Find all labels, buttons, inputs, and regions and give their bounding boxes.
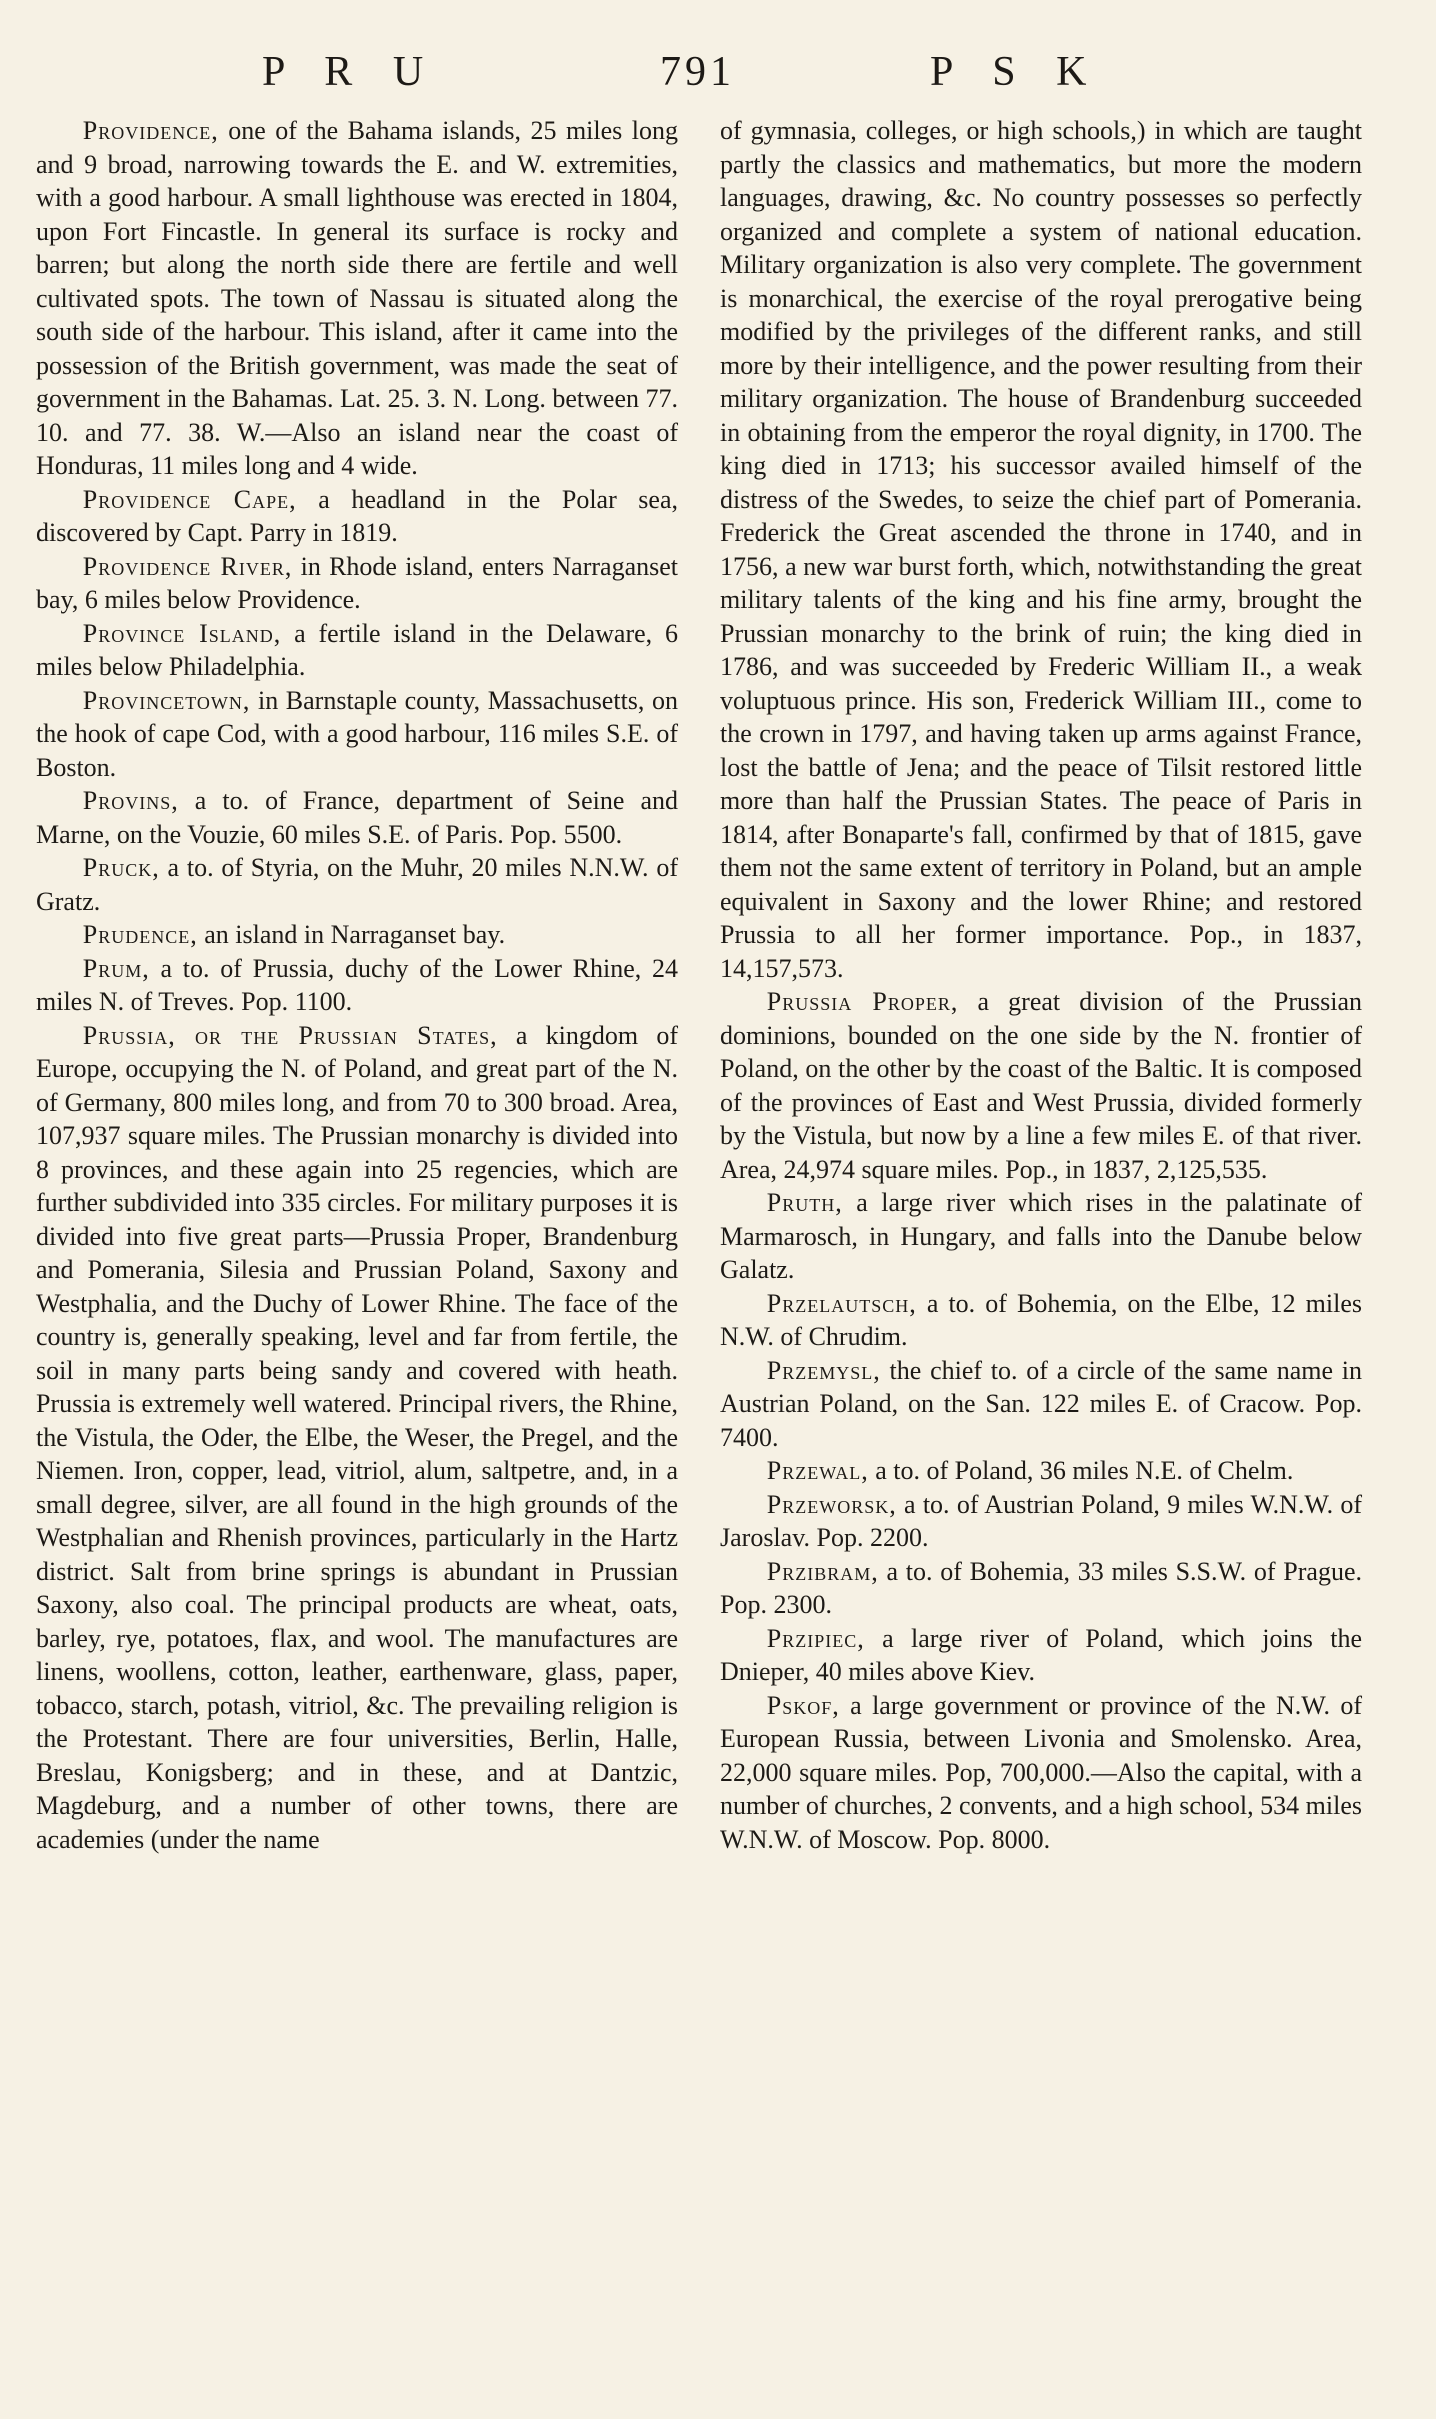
entry-headword: Provins, [82,786,179,815]
gazetteer-entry [720,1488,1362,1555]
entry-headword: Przemysl, [766,1355,881,1385]
entry-headword: Przeworsk, [766,1489,897,1519]
entry-headword: Prum, [82,953,150,983]
gazetteer-entry [36,918,678,952]
entry-headword: Province Island, [82,618,282,648]
entry-headword: Przewal, [766,1456,869,1485]
entry-text: a fertile island in the Delaware, 6 miles below Philadelphia. [36,618,678,681]
gazetteer-entry [36,952,678,1019]
gazetteer-entry [720,1354,1362,1455]
entry-text: one of the Bahama islands, 25 miles long and 9 broad, narrowing towards the E. and W. extremities, with a good harbour. A small lighthouse was erected in 1804, upon Fort Fincastle. In general its surface is rocky and barren; but along the north side there are fertile and well cultivated spots. The town of Nassau is situated along the south side of the harbour. This island, after it came into the possession of the British government, was made the seat of government in the Bahamas. Lat. 25. 3. N. Long. between 77. 10. and 77. 38. W.—Also an island near the coast of Honduras, 11 miles long and 4 wide. [36,116,678,480]
entry-text: a to. of Austrian Poland, 9 miles W.N.W. of Jaroslav. Pop. 2200. [720,1489,1362,1552]
entry-headword: Pskof, [766,1690,840,1720]
gazetteer-entry [36,1019,678,1857]
entry-headword: Przipiec, [766,1623,865,1653]
entry-headword: Prussia Proper, [766,987,959,1016]
gazetteer-entry [36,851,678,918]
entry-text: a headland in the Polar sea, discovered by Capt. Parry in 1819. [36,484,678,547]
entry-text: in Barnstaple county, Massachusetts, on the hook of cape Cod, with a good harbour, 116 miles S.E. of Boston. [36,685,678,782]
entry-text: a to. of France, department of Seine and Marne, on the Vouzie, 60 miles S.E. of Paris. Pop. 5500. [36,786,678,849]
gazetteer-entry [36,483,678,550]
gazetteer-entry [720,1287,1362,1354]
gazetteer-entry [36,784,678,851]
entry-headword: Prussia, or the Prussian States, [82,1020,498,1050]
right-column [720,114,1362,1856]
gazetteer-entry [720,985,1362,1186]
entry-text: a large government or province of the N.W. of European Russia, between Livonia and Smolensko. Area, 22,000 square miles. Pop, 700,000.—Also the capital, with a number of churches, 2 convents, and a high school, 534 miles W.N.W. of Moscow. Pop. 8000. [720,1690,1362,1854]
running-header [0,48,1436,108]
page-number: 791 [660,49,735,95]
entry-text: a large river of Poland, which joins the Dnieper, 40 miles above Kiev. [720,1623,1362,1686]
gazetteer-entry [720,1186,1362,1287]
entry-text: a kingdom of Europe, occupying the N. of Poland, and great part of the N. of Germany, 800 miles long, and from 70 to 300 broad. Area, 107,937 square miles. The Prussian monarchy is divided into 8 provinces, and these again into 25 regencies, which are further subdivided into 335 circles. For military purposes it is divided into five great parts—Prussia Proper, Brandenburg and Pomerania, Silesia and Prussian Poland, Saxony and Westphalia, and the Duchy of Lower Rhine. The face of the country is, generally speaking, level and far from fertile, the soil in many parts being sandy and covered with heath. Prussia is extremely well watered. Principal rivers, the Rhine, the Vistula, the Oder, the Elbe, the Weser, the Pregel, and the Niemen. Iron, copper, lead, vitriol, alum, saltpetre, and, in a small degree, silver, are all found in the high grounds of the Westphalian and Rhenish provinces, particularly in the Hartz district. Salt from brine springs is abundant in Prussian Saxony, also coal. The principal products are wheat, oats, barley, rye, potatoes, flax, and wool. The manufactures are linens, woollens, cotton, leather, earthenware, glass, paper, tobacco, starch, potash, vitriol, &c. The prevailing religion is the Protestant. There are four universities, Berlin, Halle, Breslau, Konigsberg; and in these, and at Dantzic, Magdeburg, and a number of other towns, there are academies (under the name [36,1020,678,1854]
entry-headword: Provincetown, [82,685,251,715]
entry-text: a large river which rises in the palatinate of Marmarosch, in Hungary, and falls into the Danube below Galatz. [720,1188,1362,1284]
entry-headword: Przibram, [766,1556,879,1586]
entry-text: the chief to. of a circle of the same name in Austrian Poland, on the San. 122 miles E. of Cracow. Pop. 7400. [720,1355,1362,1452]
entry-headword: Providence River, [82,551,293,581]
entry-headword: Pruck, [82,853,160,882]
gazetteer-entry [36,684,678,785]
gazetteer-entry [720,1555,1362,1622]
entry-headword: Przelautsch, [766,1288,917,1318]
gazetteer-entry [36,550,678,617]
entry-text: a to. of Prussia, duchy of the Lower Rhine, 24 miles N. of Treves. Pop. 1100. [36,953,678,1016]
gazetteer-entry [720,114,1362,985]
entry-text: in Rhode island, enters Narraganset bay, 6 miles below Providence. [36,551,678,614]
header-left-guide: P R U [262,49,428,95]
gazetteer-entry [36,617,678,684]
entry-text: a to. of Poland, 36 miles N.E. of Chelm. [868,1456,1294,1485]
entry-text: a great division of the Prussian dominions, bounded on the one side by the N. frontier of Poland, on the other by the coast of the Baltic. It is composed of the provinces of East and West Prussia, divided formerly by the Vistula, but now by a line a few miles E. of that river. Area, 24,974 square miles. Pop., in 1837, 2,125,535. [720,987,1362,1184]
header-right-guide: P S K [930,49,1091,95]
gazetteer-entry [720,1689,1362,1857]
entry-headword: Prudence, [82,920,198,949]
entry-text: a to. of Styria, on the Muhr, 20 miles N.N.W. of Gratz. [36,853,678,916]
left-column [36,114,678,1856]
entry-text: of gymnasia, colleges, or high schools,) in which are taught partly the classics and mathematics, but more the modern languages, drawing, &c. No country possesses so perfectly organized and complete a system of national education. Military organization is also very complete. The government is monarchical, the exercise of the royal prerogative being modified by the privileges of the different ranks, and still more by their intelligence, and the power resulting from their military organization. The house of Brandenburg succeeded in obtaining from the emperor the royal dignity, in 1700. The king died in 1713; his successor availed himself of the distress of the Swedes, to seize the chief part of Pomerania. Frederick the Great ascended the throne in 1740, and in 1756, a new war burst forth, which, notwithstanding the great military talents of the king and his fine army, brought the Prussian monarchy to the brink of ruin; the king died in 1786, and was succeeded by Frederic William II., a weak voluptuous prince. His son, Frederick William III., come to the crown in 1797, and having taken up arms against France, lost the battle of Jena; and the peace of Tilsit restored little more than half the Prussian States. The peace of Paris in 1814, after Bonaparte's fall, confirmed by that of 1815, gave them not the same extent of territory in Poland, but an ample equivalent in Saxony and the lower Rhine; and restored Prussia to all her former importance. Pop., in 1837, 14,157,573. [720,116,1362,983]
entry-headword: Pruth, [766,1188,843,1217]
gazetteer-entry [720,1454,1362,1488]
gazetteer-entry [36,114,678,483]
entry-headword: Providence, [82,116,219,145]
gazetteer-entry [720,1622,1362,1689]
entry-text: a to. of Bohemia, on the Elbe, 12 miles N.W. of Chrudim. [720,1288,1362,1351]
entry-text: a to. of Bohemia, 33 miles S.S.W. of Prague. Pop. 2300. [720,1556,1362,1619]
entry-text: an island in Narraganset bay. [197,920,506,949]
entry-headword: Providence Cape, [82,484,297,514]
